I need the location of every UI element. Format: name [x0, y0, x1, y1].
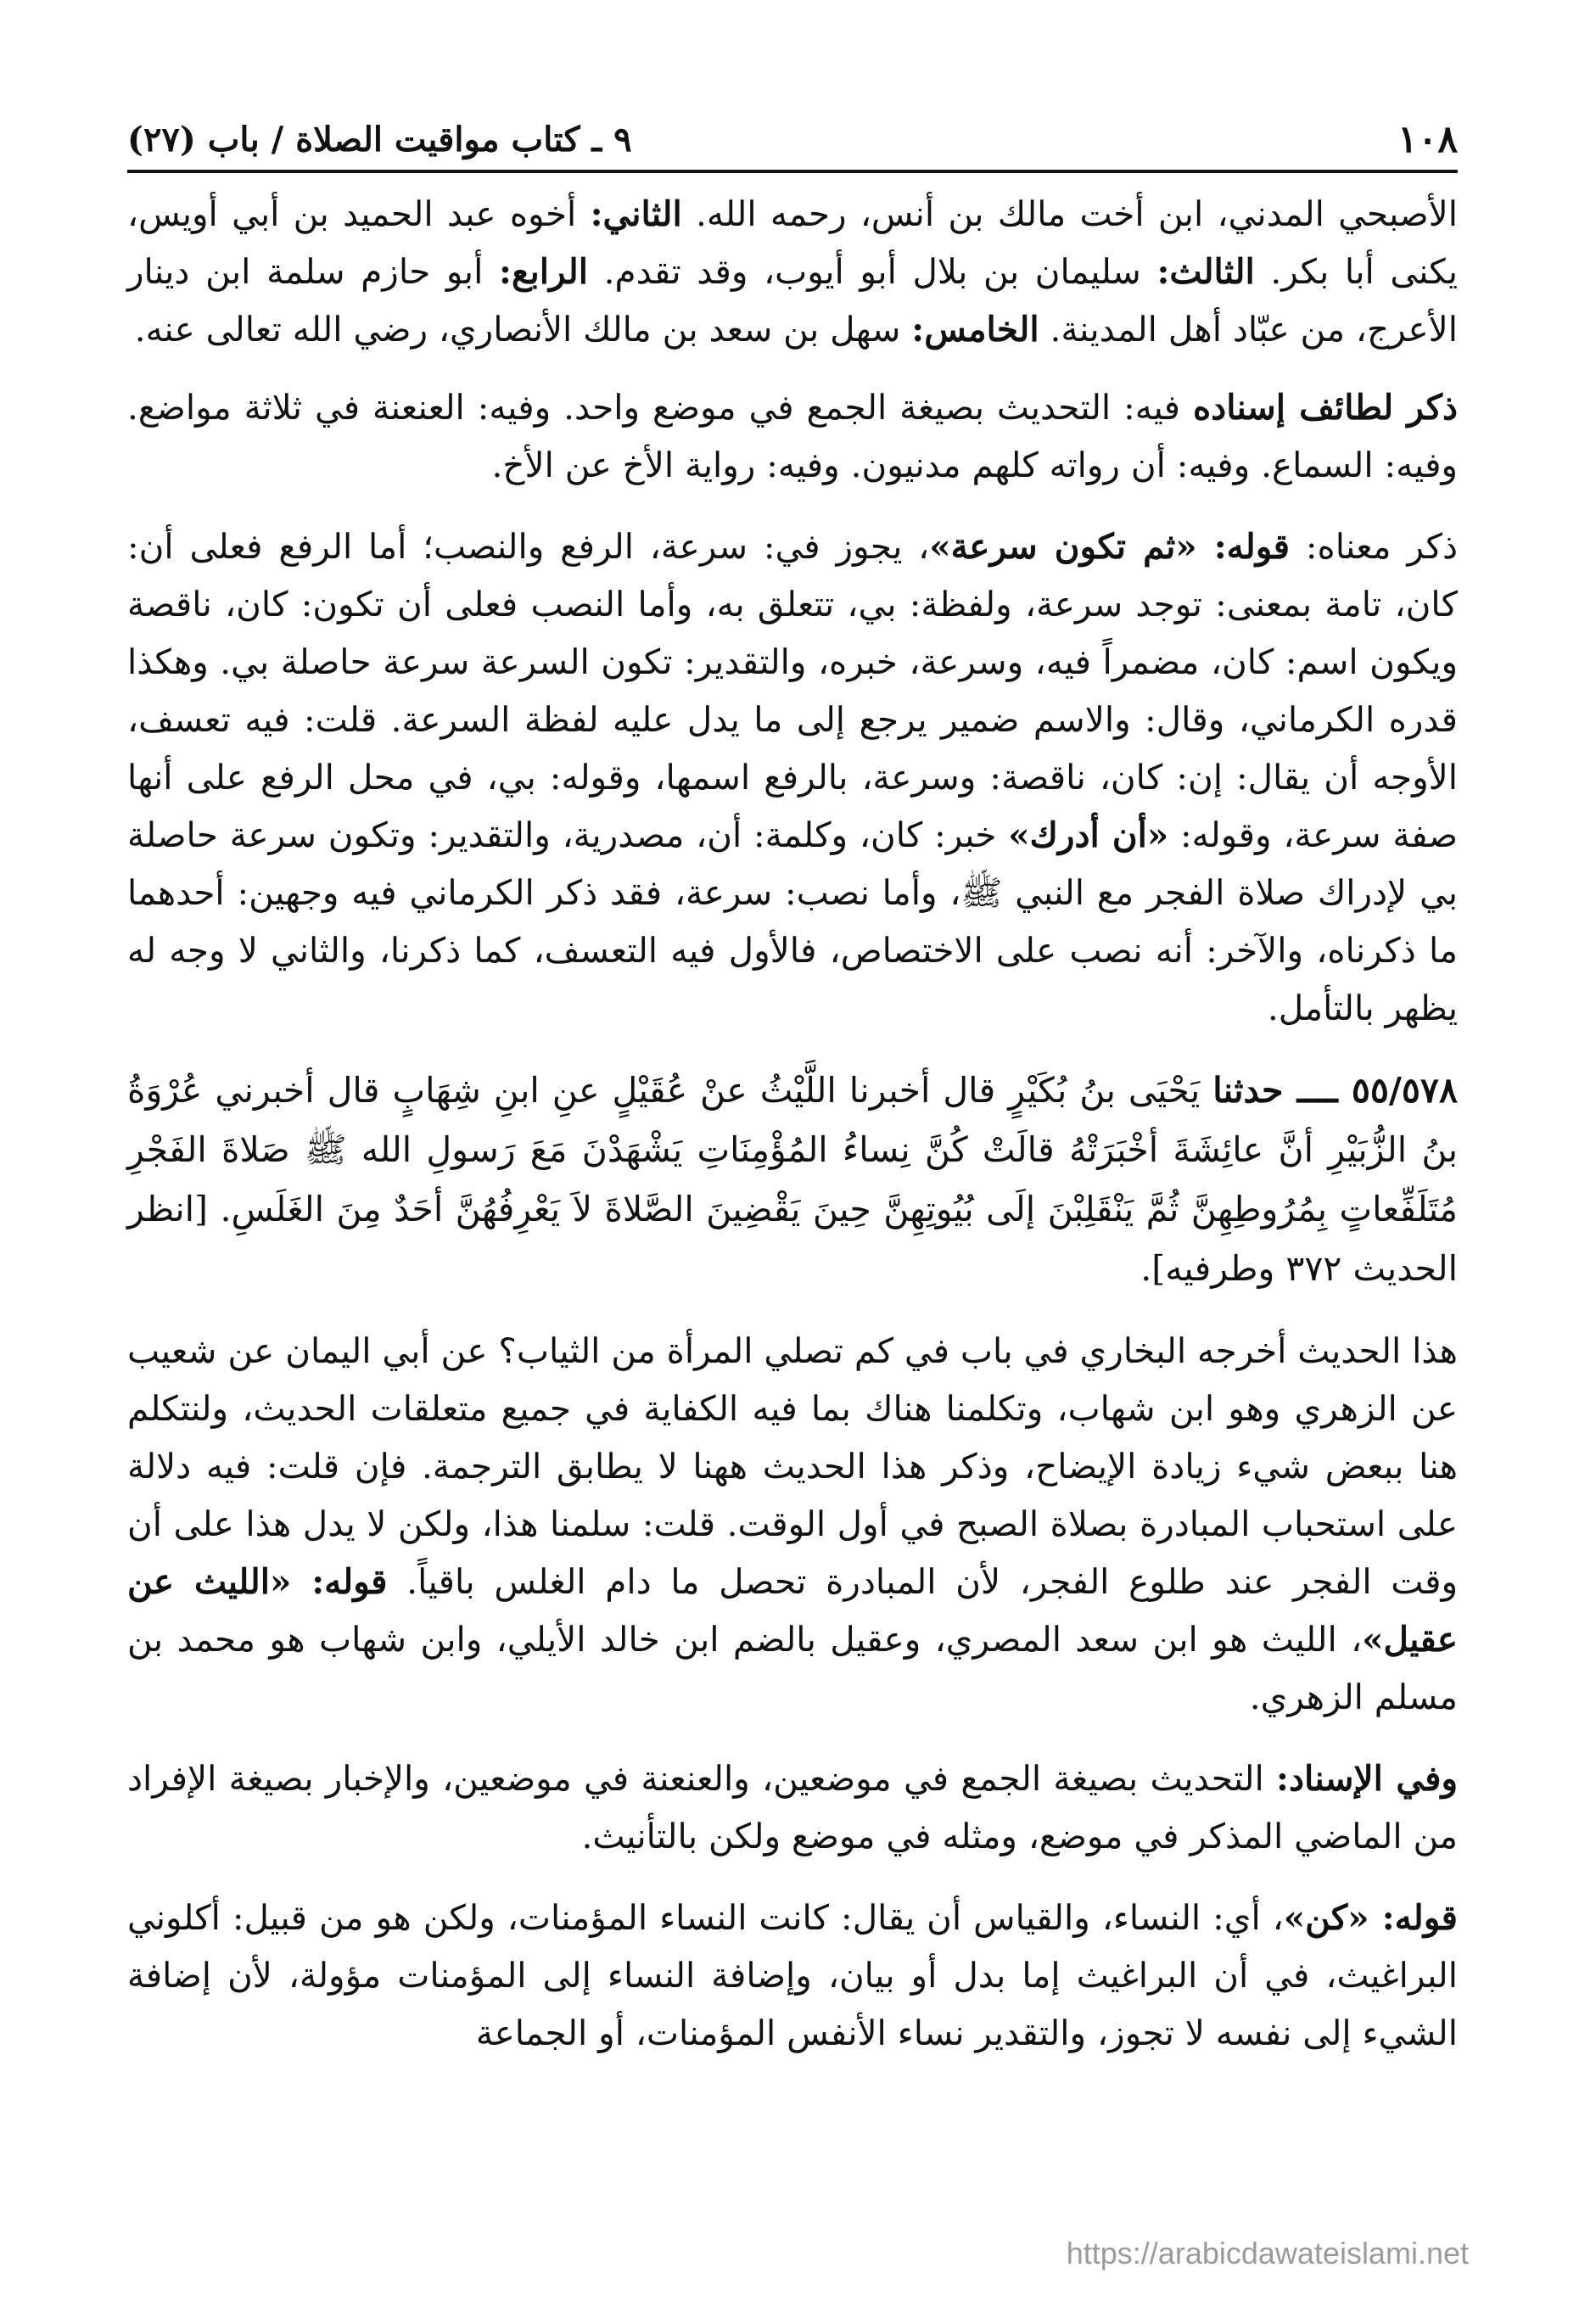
hadith-number: ٥٥/٥٧٨ ــــ حدثنا [1212, 1070, 1458, 1111]
bold-keyword: قوله: «الليث عن عقيل» [127, 1561, 1458, 1660]
book-page [127, 109, 1458, 2281]
page-number: ١٠٨ [1397, 117, 1458, 161]
text-run: سليمان بن بلال أبو أيوب، وقد تقدم. [587, 251, 1157, 292]
page-header [127, 109, 1458, 173]
paragraph-hadith [127, 1061, 1458, 1298]
running-title: ٩ ـ كتاب مواقيت الصلاة / باب (٢٧) [127, 119, 632, 160]
paragraph-isnad-subtleties [127, 378, 1458, 494]
text-run: ، الليث هو ابن سعد المصري، وعقيل بالضم ابن خالد الأيلي، وابن شهاب هو محمد بن مسلم الزهري. [127, 1619, 1458, 1717]
bold-keyword: الثالث: [1156, 251, 1255, 292]
bold-keyword: الثاني: [590, 193, 682, 234]
text-run: التحديث بصيغة الجمع في موضعين، والعنعنة في موضعين، والإخبار بصيغة الإفراد من الماضي المذكر في موضع، ومثله في موضع ولكن بالتأنيث. [127, 1758, 1458, 1856]
paragraph-meaning [127, 518, 1458, 1037]
hadith-text: يَحْيَى بنُ بُكَيْرٍ قال أخبرنا اللَّيْثُ عنْ عُقَيْلٍ عنِ ابنِ شِهَابٍ قال أخبرني عُرْوَةُ بنُ الزُّبَيْرِ أنَّ عائِشَةَ أخْبَرَتْهُ قالَتْ كُنَّ نِساءُ المُؤْمِنَاتِ يَشْهَدْنَ مَعَ رَسولِ الله ﷺ صَلاةَ الفَجْرِ مُتَلَفِّعاتٍ بِمُرُوطِهِنَّ ثُمَّ يَنْقَلِبْنَ إلَى بُيُوتِهِنَّ حِينَ يَقْضِينَ الصَّلاةَ لاَ يَعْرِفُهُنَّ أحَدٌ مِنَ الغَلَسِ. [انظر الحديث ٣٧٢ وطرفيه]. [127, 1070, 1458, 1289]
bold-keyword: الخامس: [911, 309, 1039, 350]
text-run: ، يجوز في: سرعة، الرفع والنصب؛ أما الرفع فعلى أن: كان، تامة بمعنى: توجد سرعة، ولفظة: بي، تتعلق به، وأما النصب فعلى أن تكون: كان، ناقصة ويكون اسم: كان، مضمراً فيه، وسرعة، خبره، والتقدير: تكون السرعة سرعة حاصلة بي. وهكذا قدره الكرماني، وقال: والاسم ضمير يرجع إلى ما يدل عليه لفظة السرعة. قلت: فيه تعسف، الأوجه أن يقال: إن: كان، ناقصة: وسرعة، بالرفع اسمها، وقوله: بي، في محل الرفع على أنها صفة سرعة، وقوله: [127, 526, 1458, 855]
page-body [127, 173, 1458, 2062]
paragraph-narrators [127, 185, 1458, 358]
text-run: سهل بن سعد بن مالك الأنصاري، رضي الله تعالى عنه. [134, 309, 912, 350]
bold-keyword: وفي الإسناد: [1276, 1758, 1458, 1799]
paragraph-isnad [127, 1750, 1458, 1865]
text-run: فيه: التحديث بصيغة الجمع في موضع واحد. وفيه: العنعنة في ثلاثة مواضع. وفيه: السماع. وفيه: أن رواته كلهم مدنيون. وفيه: رواية الأخ عن الأخ. [127, 387, 1458, 485]
paragraph-commentary [127, 1322, 1458, 1726]
bold-keyword: الرابع: [499, 251, 588, 292]
text-run: أبو حازم سلمة ابن دينار الأعرج، من عبّاد أهل المدينة. [127, 251, 1458, 350]
text-run: ، أي: النساء، والقياس أن يقال: كانت النساء المؤمنات، ولكن هو من قبيل: أكلوني البراغيث، في أن البراغيث إما بدل أو بيان، وإضافة النساء إلى المؤمنات مؤولة، لأن إضافة الشيء إلى نفسه لا تجوز، والتقدير نساء الأنفس المؤمنات، أو الجماعة [127, 1897, 1458, 2053]
watermark-url: https://arabicdawateislami.net [1066, 2236, 1469, 2271]
paragraph-grammar [127, 1889, 1458, 2062]
text-run: هذا الحديث أخرجه البخاري في باب في كم تصلي المرأة من الثياب؟ عن أبي اليمان عن شعيب عن الزهري وهو ابن شهاب، وتكلمنا هناك بما فيه الكفاية في جميع متعلقات الحديث، ولنتكلم هنا ببعض شيء زيادة الإيضاح، وذكر هذا الحديث ههنا لا يطابق الترجمة. فإن قلت: فيه دلالة على استحباب المبادرة بصلاة الصبح في أول الوقت. قلت: سلمنا هذا، ولكن لا يدل هذا على أن وقت الفجر عند طلوع الفجر، لأن المبادرة تحصل ما دام الغلس باقياً. [127, 1330, 1458, 1602]
bold-keyword: قوله: «كن» [1283, 1897, 1458, 1938]
bold-keyword: قوله: «ثم تكون سرعة» [929, 526, 1291, 567]
text-run: الأصبحي المدني، ابن أخت مالك بن أنس، رحمه الله. [681, 193, 1458, 234]
text-run: أخوه عبد الحميد بن أبي أويس، يكنى أبا بكر. [127, 193, 1459, 292]
bold-keyword: ذكر لطائف إسناده [1192, 387, 1458, 428]
text-run: ذكر معناه: [1290, 526, 1458, 567]
text-run: خبر: كان، وكلمة: أن، مصدرية، والتقدير: وتكون سرعة حاصلة بي لإدراك صلاة الفجر مع النبي ﷺ، وأما نصب: سرعة، فقد ذكر الكرماني فيه وجهين: أحدهما ما ذكرناه، والآخر: أنه نصب على الاختصاص، فالأول فيه التعسف، كما ذكرنا، والثاني لا وجه له يظهر بالتأمل. [127, 815, 1458, 1028]
bold-keyword: «أن أدرك» [1008, 815, 1169, 855]
